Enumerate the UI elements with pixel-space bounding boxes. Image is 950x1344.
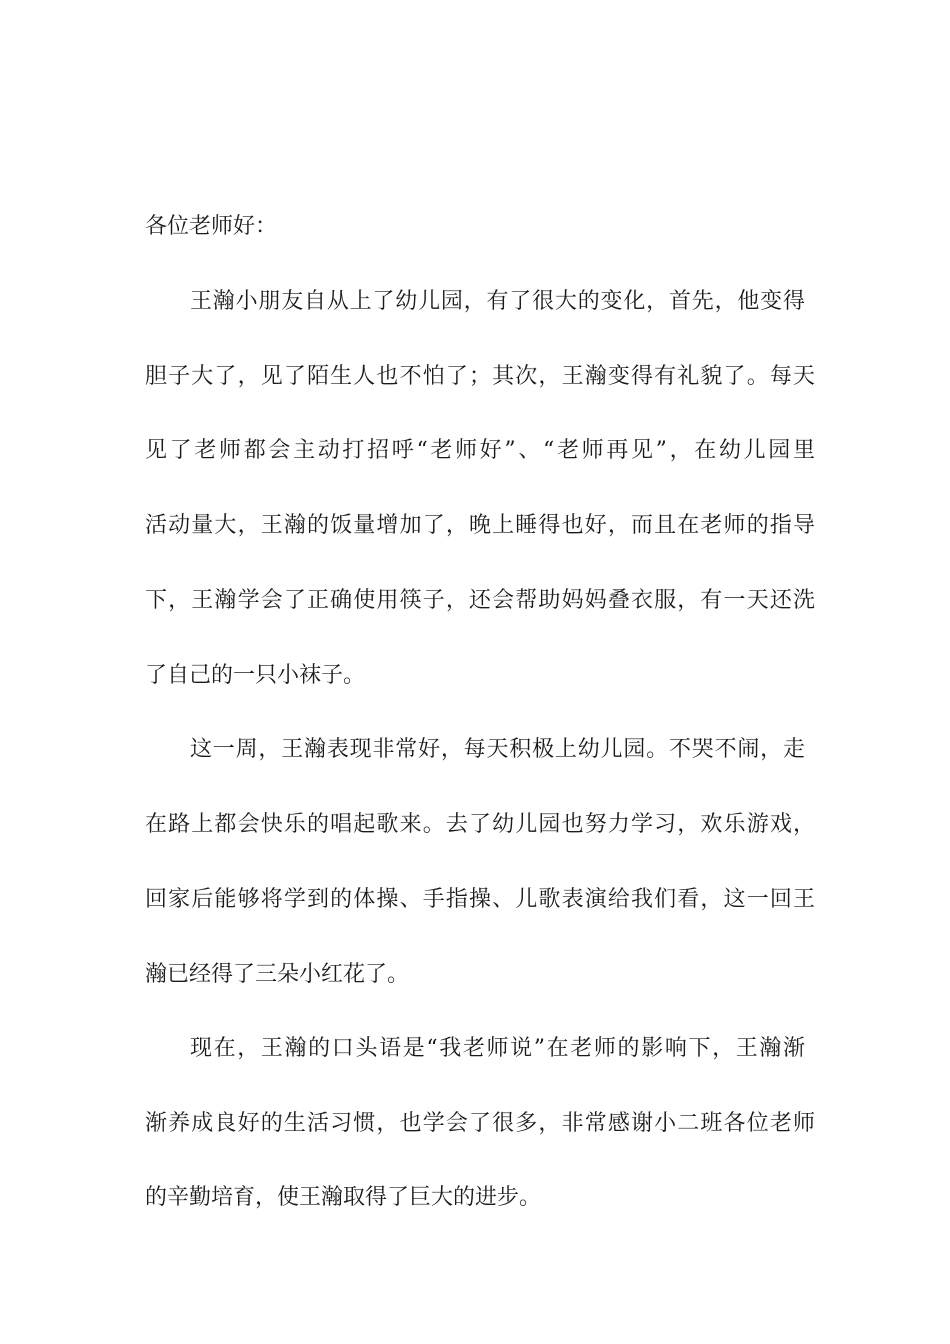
- paragraph-3-line-3: 的辛勤培育，使王瀚取得了巨大的进步。: [145, 1185, 542, 1210]
- paragraph-2-line-4: 瀚已经得了三朵小红花了。: [145, 962, 410, 987]
- paragraph-1-line-3: 见了老师都会主动打招呼“老师好”、“老师再见”，在幼儿园里: [145, 438, 815, 463]
- paragraph-3-line-2: 渐养成良好的生活习惯，也学会了很多，非常感谢小二班各位老师: [145, 1111, 815, 1136]
- paragraph-1-line-6: 了自己的一只小袜子。: [145, 663, 366, 688]
- paragraph-2-line-3: 回家后能够将学到的体操、手指操、儿歌表演给我们看，这一回王: [145, 887, 815, 912]
- paragraph-1-line-2: 胆子大了，见了陌生人也不怕了；其次，王瀚变得有礼貌了。每天: [145, 364, 815, 389]
- paragraph-1-line-1: 王瀚小朋友自从上了幼儿园，有了很大的变化，首先，他变得: [190, 289, 805, 314]
- paragraph-1-line-4: 活动量大，王瀚的饭量增加了，晚上睡得也好，而且在老师的指导: [145, 513, 815, 538]
- paragraph-1-line-5: 下，王瀚学会了正确使用筷子，还会帮助妈妈叠衣服，有一天还洗: [145, 588, 815, 613]
- paragraph-3-line-1: 现在，王瀚的口头语是“我老师说”在老师的影响下，王瀚渐: [190, 1036, 805, 1061]
- greeting: 各位老师好：: [145, 214, 278, 239]
- paragraph-2-line-2: 在路上都会快乐的唱起歌来。去了幼儿园也努力学习，欢乐游戏，: [145, 812, 815, 837]
- paragraph-2-line-1: 这一周，王瀚表现非常好，每天积极上幼儿园。不哭不闹，走: [190, 737, 805, 762]
